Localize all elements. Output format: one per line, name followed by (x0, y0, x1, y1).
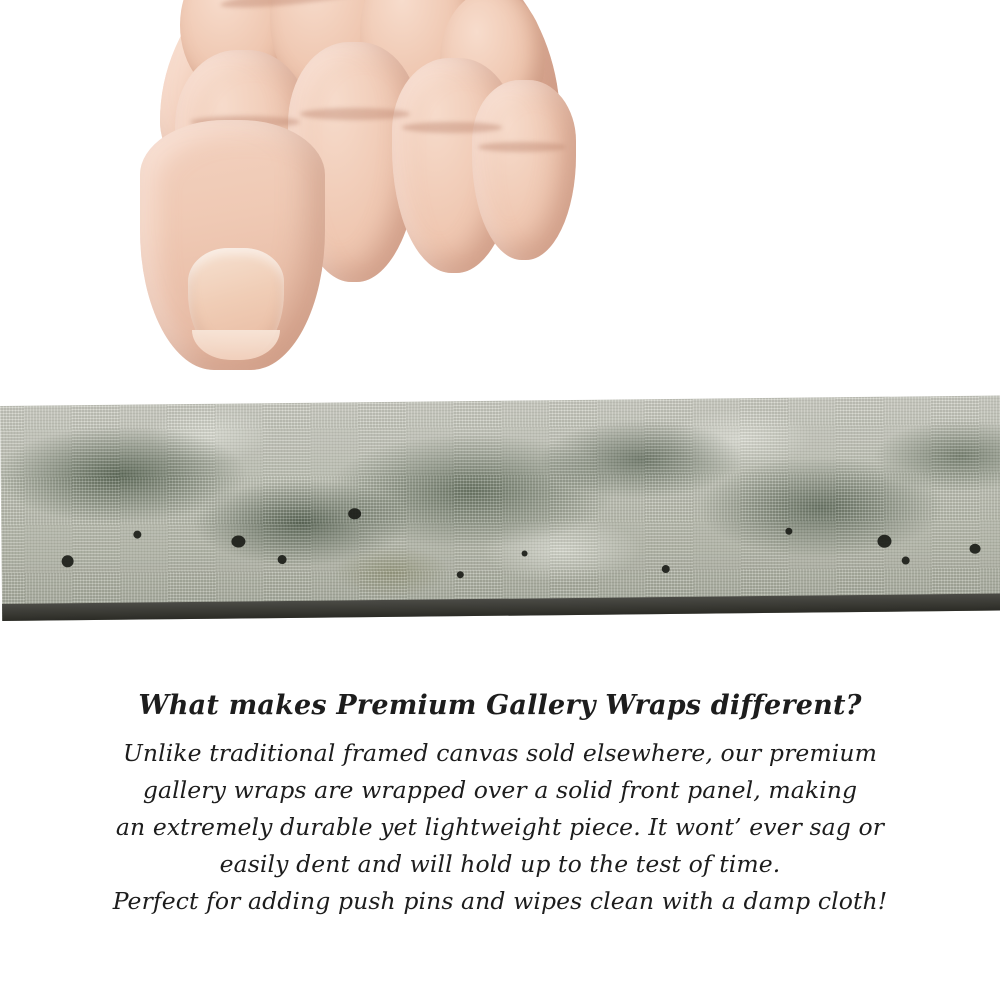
knuckle-crease-4 (478, 142, 566, 152)
caption-block (0, 690, 1000, 920)
paint-speck (662, 565, 670, 573)
fingertip-highlight (192, 330, 280, 360)
caption-line-1: Unlike traditional framed canvas sold elsewhere, our premium (122, 739, 878, 767)
index-finger (140, 120, 325, 370)
paint-speck (969, 544, 980, 554)
caption-line-5: Perfect for adding push pins and wipes clean with a damp cloth! (112, 887, 888, 915)
paint-speck (457, 571, 464, 578)
caption-heading: What makes Premium Gallery Wraps different? (138, 690, 862, 721)
caption-line-4: easily dent and will hold up to the test of time. (219, 850, 781, 878)
hand-illustration (120, 0, 590, 430)
paint-speck (62, 555, 74, 567)
paint-speck (902, 556, 910, 564)
caption-line-3: an extremely durable yet lightweight piece. It wont’ ever sag or (115, 813, 885, 841)
knuckle-crease-2 (300, 108, 410, 120)
knuckle-crease-3 (402, 122, 502, 133)
finger-4 (472, 80, 576, 260)
canvas-weave-texture (0, 396, 1000, 621)
paint-speck (231, 535, 245, 547)
paint-speck (348, 508, 361, 519)
paint-speck (877, 535, 891, 548)
paint-speck (522, 550, 528, 556)
caption-line-2: gallery wraps are wrapped over a solid front panel, making (142, 776, 858, 804)
paint-speck (278, 555, 287, 564)
paint-speck (785, 528, 792, 535)
paint-speck (133, 531, 141, 539)
canvas-edge-band (0, 396, 1000, 621)
